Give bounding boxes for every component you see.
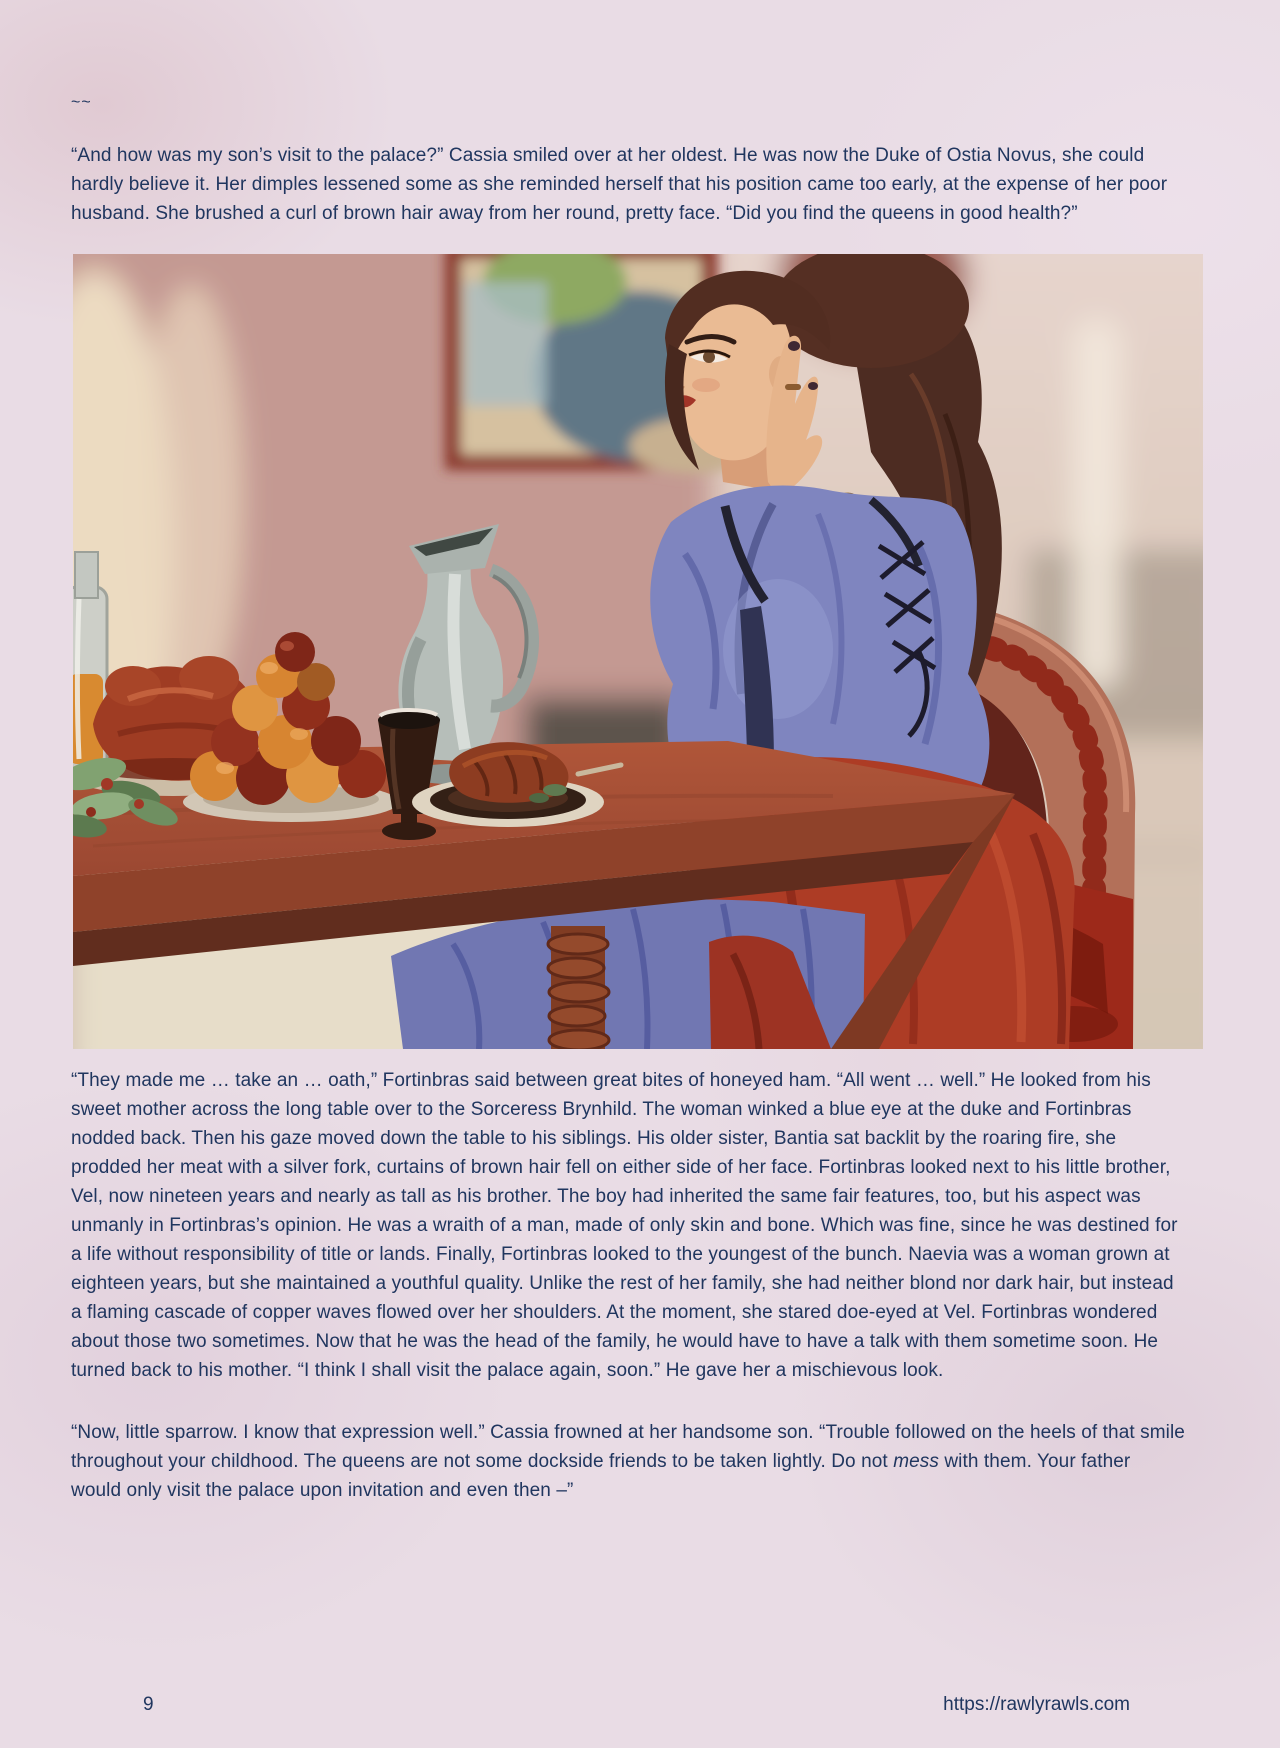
story-paragraph-3-lead: “Now, little sparrow. I know that expression well.” Cassia frowned at her handsome son. “Trouble followed on the heels of that smile throughout your childhood. The queens are not some dockside friends to be taken lightly. Do not <box>71 1422 1185 1472</box>
page-number: 9 <box>143 1694 154 1715</box>
document-page <box>0 92 1280 1748</box>
story-paragraph-1: “And how was my son’s visit to the palace?” Cassia smiled over at her oldest. He was now the Duke of Ostia Novus, she could hardly believe it. Her dimples lessened some as she reminded herself that his position came too early, at the expense of her poor husband. She brushed a curl of brown hair away from her round, pretty face. “Did you find the queens in good health?” <box>71 145 1168 224</box>
story-illustration <box>73 254 1203 1049</box>
page-content <box>0 92 1280 1505</box>
illustration-graphic <box>73 254 1203 1049</box>
story-paragraph-3 <box>71 1418 1185 1505</box>
story-paragraph-3-tail: with them. Your father would only visit the palace upon invitation and even then –” <box>71 1451 1131 1501</box>
story-paragraph-3-emphasis: mess <box>893 1451 939 1472</box>
scene-divider: ~~ <box>71 94 92 111</box>
story-paragraph-2: “They made me … take an … oath,” Fortinbras said between great bites of honeyed ham. “All went … well.” He looked from his sweet mother across the long table over to the Sorceress Brynhild. The woman winked a blue eye at the duke and Fortinbras nodded back. Then his gaze moved down the table to his siblings. His older sister, Bantia sat backlit by the roaring fire, she prodded her meat with a silver fork, curtains of brown hair fell on either side of her face. Fortinbras looked next to his little brother, Vel, now nineteen years and nearly as tall as his brother. The boy had inherited the same fair features, too, but his aspect was unmanly in Fortinbras’s opinion. He was a wraith of a man, made of only skin and bone. Which was fine, since he was destined for a life without responsibility of title or lands. Finally, Fortinbras looked to the youngest of the bunch. Naevia was a woman grown at eighteen years, but she maintained a youthful quality. Unlike the rest of her family, she had neither blond nor dark hair, but instead a flaming cascade of copper waves flowed over her shoulders. At the moment, she stared doe-eyed at Vel. Fortinbras wondered about those two sometimes. Now that he was the head of the family, he would have to have a talk with them sometime soon. He turned back to his mother. “I think I shall visit the palace again, soon.” He gave her a mischievous look. <box>71 1070 1178 1381</box>
footer-url-link[interactable]: https://rawlyrawls.com <box>943 1694 1130 1715</box>
